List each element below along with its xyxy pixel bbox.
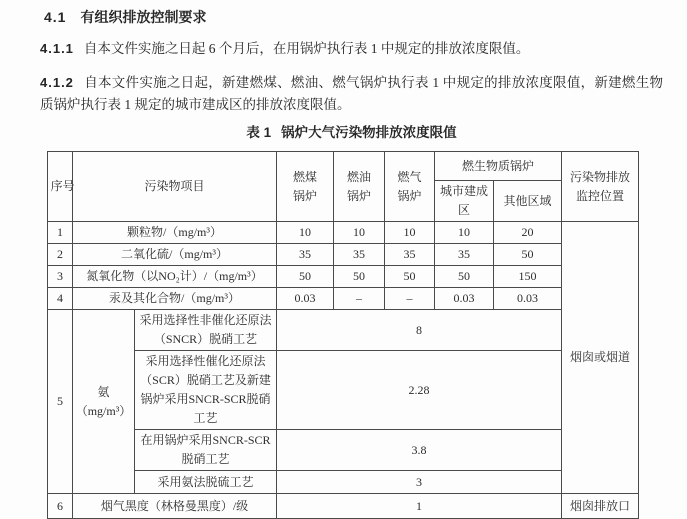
- limit-oil: –: [334, 288, 385, 310]
- limit-all-fuels: 8: [277, 310, 562, 351]
- ammonia-unit: （mg/m³）: [75, 403, 132, 418]
- clause-4-1-2: [40, 72, 663, 116]
- limit-biomass-other: 150: [494, 266, 562, 288]
- limit-coal: 10: [277, 222, 334, 244]
- limit-coal: 0.03: [277, 288, 334, 310]
- process-desc: 采用选择性催化还原法（SCR）脱硝工艺及新建锅炉采用SNCR-SCR脱硝工艺: [135, 351, 277, 430]
- pollutant-item: 氮氧化物（以NO₂计）/（mg/m³）: [73, 266, 277, 288]
- header-seq: 序号: [48, 152, 73, 222]
- limit-gas: 50: [385, 266, 435, 288]
- limit-gas: 35: [385, 244, 435, 266]
- clause-text: 自本文件实施之日起，新建燃煤、燃油、燃气锅炉执行表 1 中规定的排放浓度限值，新建燃生物质锅炉执行表 1 规定的城市建成区的排放浓度限值。: [40, 75, 663, 112]
- monitor-location-stack-or-duct: 烟囱或烟道: [562, 222, 639, 494]
- emission-limits-table: [47, 151, 639, 519]
- row-no: 5: [48, 310, 73, 494]
- table-caption-title: 锅炉大气污染物排放浓度限值: [281, 125, 457, 140]
- limit-biomass-urban: 10: [435, 222, 494, 244]
- monitor-location-stack-outlet: 烟囱排放口: [562, 494, 639, 519]
- limit-all-fuels: 1: [277, 494, 562, 519]
- section-title: 有组织排放控制要求: [80, 9, 207, 25]
- process-desc: 在用锅炉采用SNCR-SCR脱硝工艺: [135, 430, 277, 471]
- limit-coal: 50: [277, 266, 334, 288]
- table-row-ammonia: [48, 310, 639, 351]
- clause-number: 4.1.1: [40, 41, 74, 56]
- limit-oil: 35: [334, 244, 385, 266]
- header-oil-boiler: 燃油锅炉: [334, 152, 385, 222]
- limit-oil: 10: [334, 222, 385, 244]
- header-biomass-other: 其他区域: [494, 181, 562, 222]
- limit-biomass-other: 50: [494, 244, 562, 266]
- process-desc: 采用选择性非催化还原法（SNCR）脱硝工艺: [135, 310, 277, 351]
- limit-coal: 35: [277, 244, 334, 266]
- table-row-ammonia: [48, 351, 639, 430]
- header-monitor-location: 污染物排放监控位置: [562, 152, 639, 222]
- clause-number: 4.1.2: [40, 75, 74, 90]
- process-desc: 采用氨法脱硫工艺: [135, 471, 277, 494]
- table-caption: [40, 124, 663, 142]
- limit-biomass-urban: 35: [435, 244, 494, 266]
- section-heading: [44, 8, 663, 26]
- limit-all-fuels: 3.8: [277, 430, 562, 471]
- table-row-ammonia: [48, 471, 639, 494]
- header-biomass-urban: 城市建成区: [435, 181, 494, 222]
- row-no: 6: [48, 494, 73, 519]
- limit-biomass-urban: 50: [435, 266, 494, 288]
- row-no: 2: [48, 244, 73, 266]
- header-pollutant: 污染物项目: [73, 152, 277, 222]
- limit-biomass-other: 0.03: [494, 288, 562, 310]
- table-row: [48, 244, 639, 266]
- table-row: [48, 288, 639, 310]
- pollutant-item: 汞及其化合物/（mg/m³）: [73, 288, 277, 310]
- header-biomass-boiler: 燃生物质锅炉: [435, 152, 562, 181]
- header-gas-boiler: 燃气锅炉: [385, 152, 435, 222]
- limit-biomass-other: 20: [494, 222, 562, 244]
- pollutant-item-ammonia: [73, 310, 135, 494]
- table-row: [48, 266, 639, 288]
- limit-oil: 50: [334, 266, 385, 288]
- limit-all-fuels: 2.28: [277, 351, 562, 430]
- clause-text: 自本文件实施之日起 6 个月后，在用锅炉执行表 1 中规定的排放浓度限值。: [83, 41, 530, 56]
- header-coal-boiler: 燃煤锅炉: [277, 152, 334, 222]
- table-row-ammonia: [48, 430, 639, 471]
- row-no: 3: [48, 266, 73, 288]
- clause-4-1-1: [40, 38, 663, 60]
- ammonia-label: 氨: [97, 384, 110, 399]
- limit-gas: –: [385, 288, 435, 310]
- pollutant-item: 二氧化硫/（mg/m³）: [73, 244, 277, 266]
- limit-biomass-urban: 0.03: [435, 288, 494, 310]
- table-row: [48, 222, 639, 244]
- section-number: 4.1: [44, 9, 67, 25]
- row-no: 1: [48, 222, 73, 244]
- table-header-row: [48, 152, 639, 181]
- limit-all-fuels: 3: [277, 471, 562, 494]
- row-no: 4: [48, 288, 73, 310]
- table-caption-label: 表 1: [246, 125, 272, 140]
- pollutant-item: 颗粒物/（mg/m³）: [73, 222, 277, 244]
- pollutant-item: 烟气黑度（林格曼黑度）/级: [73, 494, 277, 519]
- table-row-smoke: [48, 494, 639, 519]
- limit-gas: 10: [385, 222, 435, 244]
